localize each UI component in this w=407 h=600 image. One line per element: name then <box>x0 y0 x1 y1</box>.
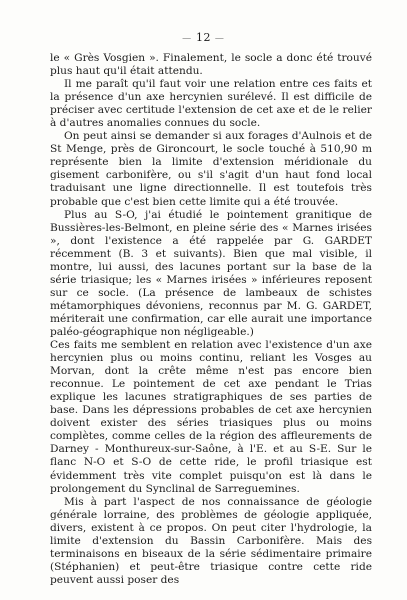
paragraph-2: Il me paraît qu'il faut voir une relation entre ces faits et la présence d'un axe hercynien surélevé. Il est difficile de préciser avec certitude l'extension de cet axe et de le relier à d'autres anomalies connues du socle. <box>50 78 372 130</box>
page-number <box>0 31 407 44</box>
body-text <box>50 52 372 587</box>
page-number-dash-left: — <box>182 34 196 44</box>
paragraph-1: le « Grès Vosgien ». Finalement, le socle a donc été trouvé plus haut qu'il était attendu. <box>50 52 372 78</box>
page-number-dash-right: — <box>211 34 225 44</box>
paragraph-3: On peut ainsi se demander si aux forages d'Aulnois et de St Menge, près de Gironcourt, le socle touché à 510,90 m représente bien la limite d'extension méridionale du gisement carbonifère, ou s'il s'agit d'un haut fond local traduisant une ligne directionnelle. Il est toutefois très probable que c'est bien cette limite qui a été trouvée. <box>50 130 372 208</box>
page-number-value: 12 <box>196 31 211 44</box>
paragraph-4: Plus au S-O, j'ai étudié le pointement granitique de Bussières-les-Belmont, en pleine série des « Marnes irisées », dont l'existence a été rappelée par G. GARDET récemment (B. 3 et suivants). Bien que mal visible, il montre, lui aussi, des lacunes portant sur la base de la série triasique; les « Marnes irisées » inférieures reposent sur ce socle. (La présence de lambeaux de schistes métamorphiques dévoniens, reconnus par M. G. GARDET, mériterait une confirmation, car elle aurait une importance paléo-géographique non négligeable.) <box>50 208 372 338</box>
paragraph-5: Ces faits me semblent en relation avec l'existence d'un axe hercynien plus ou moins continu, reliant les Vosges au Morvan, dont la crête même n'est pas encore bien reconnue. Le pointement de cet axe pendant le Trias explique les lacunes stratigraphiques de ses parties de base. Dans les dépressions probables de cet axe hercynien doivent exister des séries triasiques plus ou moins complètes, comme celles de la région des affleurements de Darney - Monthureux-sur-Saône, à l'E. et au S-E. Sur le flanc N-O et S-O de cette ride, le profil triasique est évidemment très vite complet puisqu'on est là dans le prolongement du Synclinal de Sarreguemines. <box>50 339 372 495</box>
paragraph-6: Mis à part l'aspect de nos connaissance de géologie générale lorraine, des problèmes de géologie appliquée, divers, existent à ce propos. On peut citer l'hydrologie, la limite d'extension du Bassin Carbonifère. Mais des terminaisons en biseaux de la série sédimentaire primaire (Stéphanien) et peut-être triasique contre cette ride peuvent aussi poser des <box>50 495 372 586</box>
